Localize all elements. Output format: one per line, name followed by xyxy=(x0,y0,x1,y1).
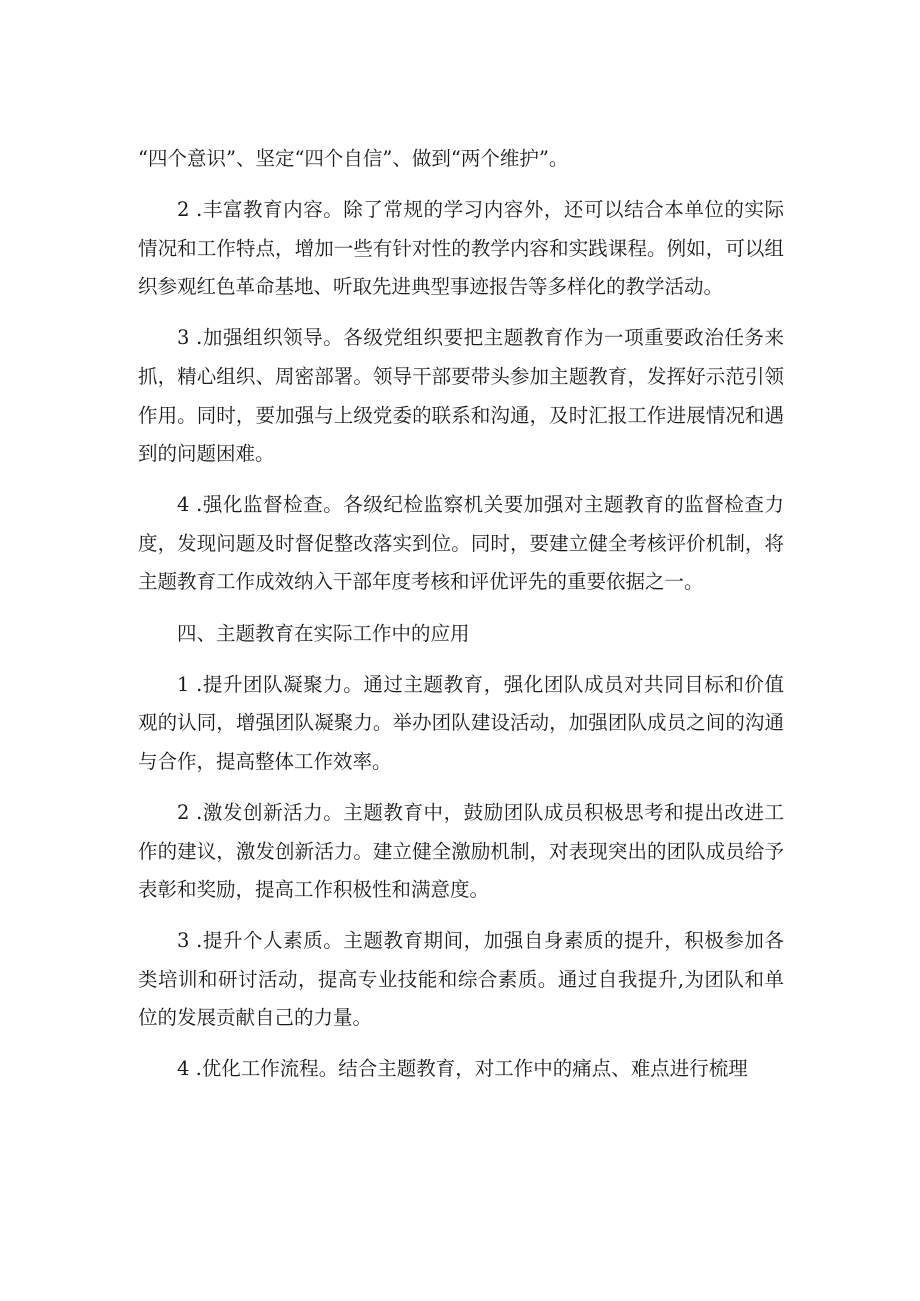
section-heading: 四、主题教育在实际工作中的应用 xyxy=(177,621,470,645)
paragraph-innovation: 2 .激发创新活力。主题教育中，鼓励团队成员积极思考和提出改进工作的建议，激发创新活力。建立健全激励机制，对表现突出的团队成员给予表彰和奖励，提高工作积极性和满意度。 xyxy=(138,800,784,902)
paragraph-strengthen-leadership: 3 .加强组织领导。各级党组织要把主题教育作为一项重要政治任务来抓，精心组织、周密部署。领导干部要带头参加主题教育，发挥好示范引领作用。同时，要加强与上级党委的联系和沟通，及时汇报工作进展情况和遇到的问题困难。 xyxy=(138,326,784,466)
paragraph-enrich-content: 2 .丰富教育内容。除了常规的学习内容外，还可以结合本单位的实际情况和工作特点，增加一些有针对性的教学内容和实践课程。例如，可以组织参观红色革命基地、听取先进典型事迹报告等多样化的教学活动。 xyxy=(138,198,784,299)
paragraph-personal-quality: 3 .提升个人素质。主题教育期间，加强自身素质的提升，积极参加各类培训和研讨活动，提高专业技能和综合素质。通过自我提升,为团队和单位的发展贡献自己的力量。 xyxy=(138,929,784,1030)
paragraph-supervision: 4 .强化监督检查。各级纪检监察机关要加强对主题教育的监督检查力度，发现问题及时督促整改落实到位。同时，要建立健全考核评价机制，将主题教育工作成效纳入干部年度考核和评优评先的重要依据之一。 xyxy=(138,493,784,594)
paragraph-team-cohesion: 1 .提升团队凝聚力。通过主题教育，强化团队成员对共同目标和价值观的认同，增强团队凝聚力。举办团队建设活动，加强团队成员之间的沟通与合作，提高整体工作效率。 xyxy=(138,672,784,773)
document-body xyxy=(138,140,784,1102)
paragraph-optimize-workflow: 4 .优化工作流程。结合主题教育，对工作中的痛点、难点进行梳理 xyxy=(177,1057,748,1081)
paragraph-continuation: “四个意识”、坚定“四个自信”、做到“两个维护”。 xyxy=(138,147,569,170)
